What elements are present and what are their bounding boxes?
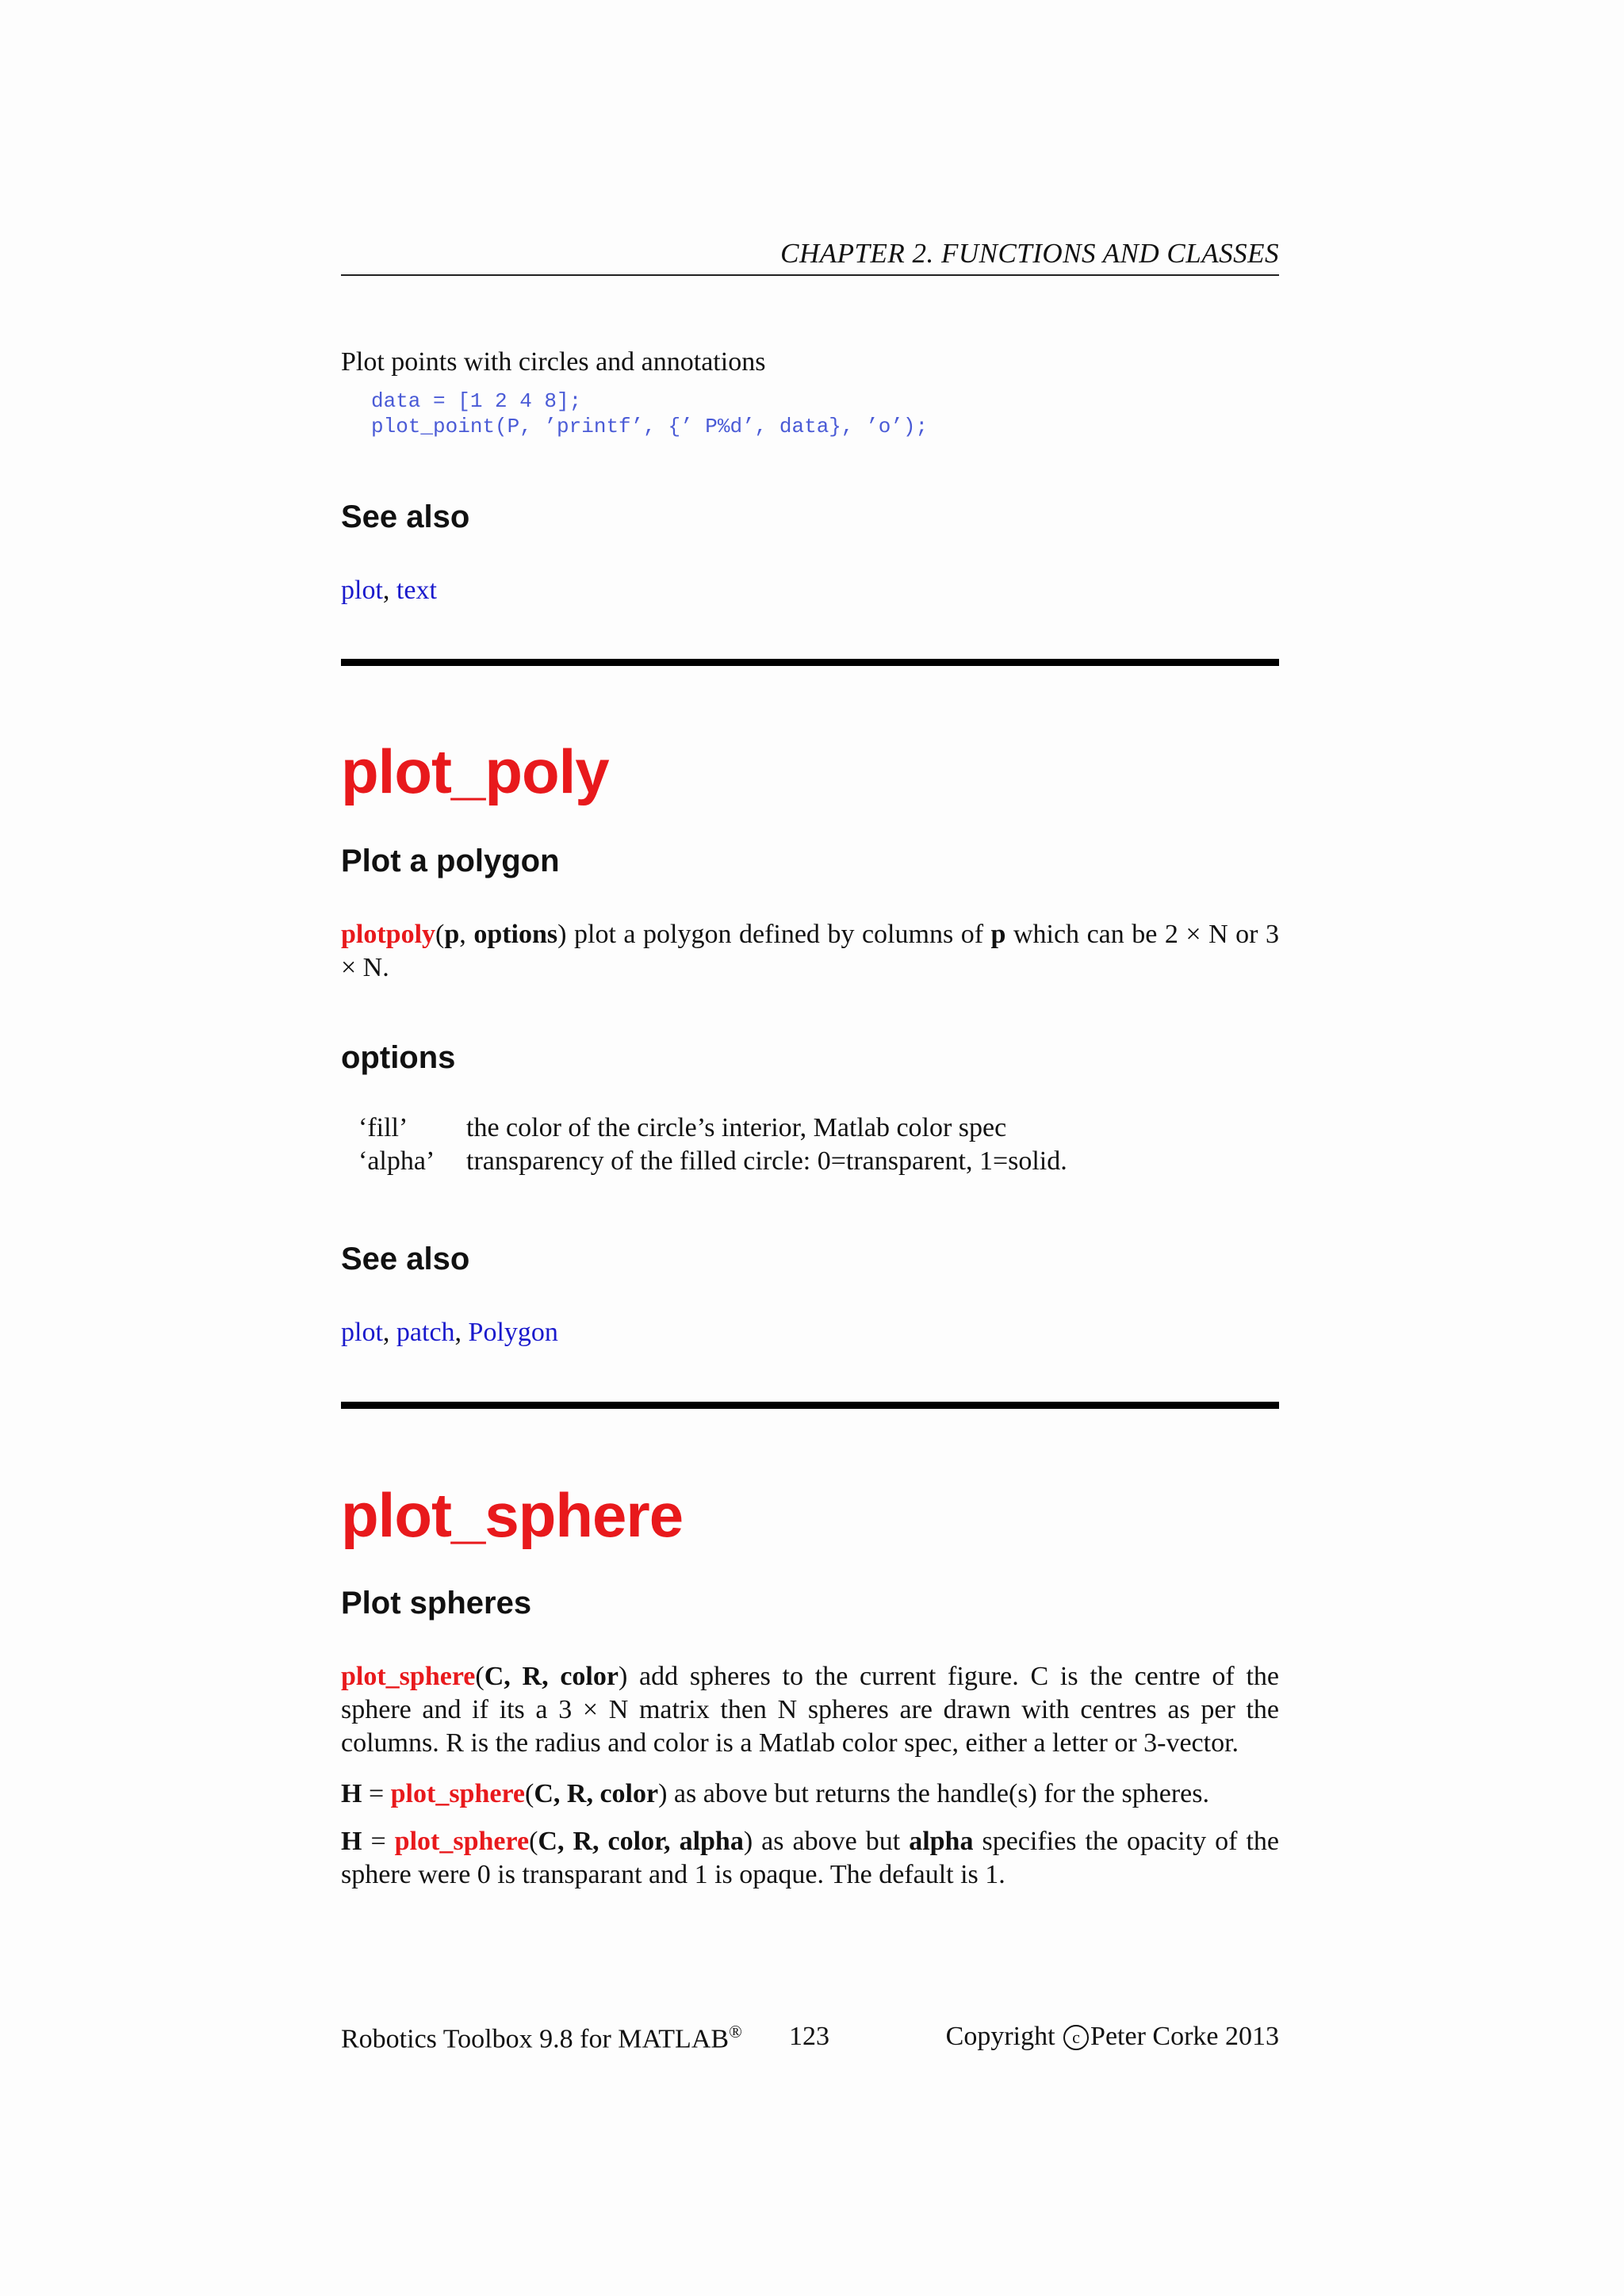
function-name: plot_sphere bbox=[394, 1827, 530, 1856]
link-plot[interactable]: plot bbox=[341, 1318, 383, 1347]
arg-p: p bbox=[444, 920, 460, 949]
equals: = bbox=[362, 1779, 391, 1808]
options-table bbox=[358, 1112, 1067, 1178]
desc-text: ) plot a polygon defined by columns of bbox=[557, 920, 991, 949]
arg-alpha: alpha bbox=[909, 1827, 974, 1856]
link-separator: , bbox=[382, 576, 396, 605]
copyright-icon: c bbox=[1063, 2025, 1089, 2050]
link-text[interactable]: text bbox=[396, 576, 437, 605]
section-divider bbox=[341, 659, 1279, 666]
option-key: ‘fill’ bbox=[358, 1113, 408, 1142]
function-name: plot_sphere bbox=[390, 1779, 526, 1808]
return-value: H bbox=[341, 1827, 362, 1856]
link-separator: , bbox=[454, 1318, 469, 1347]
footer-title-text: Robotics Toolbox 9.8 for MATLAB bbox=[341, 2024, 730, 2054]
plot-sphere-desc-2: H = plot_sphere(C, R, color) as above but returns the handle(s) for the spheres. bbox=[341, 1779, 1209, 1808]
desc-text: ) as above but returns the handle(s) for the spheres. bbox=[658, 1779, 1209, 1808]
code-line-2: plot_point(P, ’printf’, {’ P%d’, data}, ’o’); bbox=[371, 415, 929, 438]
copyright-holder: Peter Corke 2013 bbox=[1090, 2022, 1279, 2051]
section-divider bbox=[341, 1402, 1279, 1409]
section-subtitle: Plot spheres bbox=[341, 1586, 532, 1621]
options-heading: options bbox=[341, 1040, 456, 1075]
link-plot[interactable]: plot bbox=[341, 576, 383, 605]
section-title-plot-poly: plot_poly bbox=[341, 737, 609, 806]
code-line-1: data = [1 2 4 8]; bbox=[371, 389, 582, 413]
option-row bbox=[358, 1145, 1067, 1178]
equals: = bbox=[362, 1827, 395, 1856]
header-rule bbox=[341, 274, 1279, 276]
arg-p: p bbox=[990, 920, 1006, 949]
plot-sphere-desc-3: H = plot_sphere(C, R, color, alpha) as above but alpha specifies the opacity of the sphere were 0 is transparant and 1 is opaque. The default is 1. bbox=[341, 1827, 1279, 1889]
see-also-heading: See also bbox=[341, 499, 470, 534]
args: C, R, color bbox=[534, 1779, 659, 1808]
return-value: H bbox=[341, 1779, 362, 1808]
desc-text: specifies the opacity of the sphere were 0 is transparant and 1 is opaque. The default is 1. bbox=[341, 1827, 1279, 1889]
option-desc: transparency of the filled circle: 0=transparent, 1=solid. bbox=[466, 1146, 1067, 1176]
function-name: plotpoly bbox=[341, 920, 436, 949]
option-desc: the color of the circle’s interior, Matlab color spec bbox=[466, 1113, 1007, 1142]
link-patch[interactable]: patch bbox=[396, 1318, 455, 1347]
registered-mark: ® bbox=[729, 2022, 742, 2042]
see-also-links bbox=[341, 574, 1279, 607]
section-title-plot-sphere: plot_sphere bbox=[341, 1480, 684, 1550]
desc-text: which can be 2 × N or 3 × N. bbox=[341, 920, 1279, 982]
plot-sphere-desc-1: plot_sphere(C, R, color) add spheres to the current figure. C is the centre of the sphere and if its a 3 × N matrix then N spheres are drawn with centres as per the columns. R is the radius and color is a Matlab color spec, either a letter or 3-vector. bbox=[341, 1662, 1279, 1758]
args: C, R, color bbox=[484, 1662, 619, 1691]
see-also-links bbox=[341, 1316, 1279, 1349]
option-key: ‘alpha’ bbox=[358, 1146, 435, 1176]
document-page bbox=[341, 0, 1279, 2296]
see-also-heading: See also bbox=[341, 1242, 470, 1276]
footer-copyright bbox=[946, 2022, 1279, 2052]
section-subtitle: Plot a polygon bbox=[341, 844, 560, 878]
copyright-label: Copyright bbox=[945, 2022, 1063, 2051]
running-head: CHAPTER 2. FUNCTIONS AND CLASSES bbox=[780, 238, 1279, 269]
desc-text: ) as above but bbox=[743, 1827, 910, 1856]
option-row bbox=[358, 1112, 1067, 1145]
args: C, R, color, alpha bbox=[538, 1827, 744, 1856]
link-separator: , bbox=[382, 1318, 396, 1347]
desc-text: ) add spheres to the current figure. C is the centre of the sphere and if its a 3 × N matrix then N spheres are drawn with centres as per the columns. R is the radius and color is a Matlab color spec, either a letter or 3-vector. bbox=[341, 1662, 1279, 1758]
link-polygon[interactable]: Polygon bbox=[468, 1318, 558, 1347]
function-name: plot_sphere bbox=[341, 1662, 476, 1691]
arg-options: options bbox=[473, 920, 558, 949]
footer-title bbox=[341, 2022, 742, 2054]
page-number: 123 bbox=[789, 2022, 829, 2051]
plot-poly-description: plotpoly(p, options) plot a polygon defined by columns of p which can be 2 × N or 3 × N. bbox=[341, 920, 1279, 982]
intro-text: Plot points with circles and annotations bbox=[341, 347, 766, 377]
